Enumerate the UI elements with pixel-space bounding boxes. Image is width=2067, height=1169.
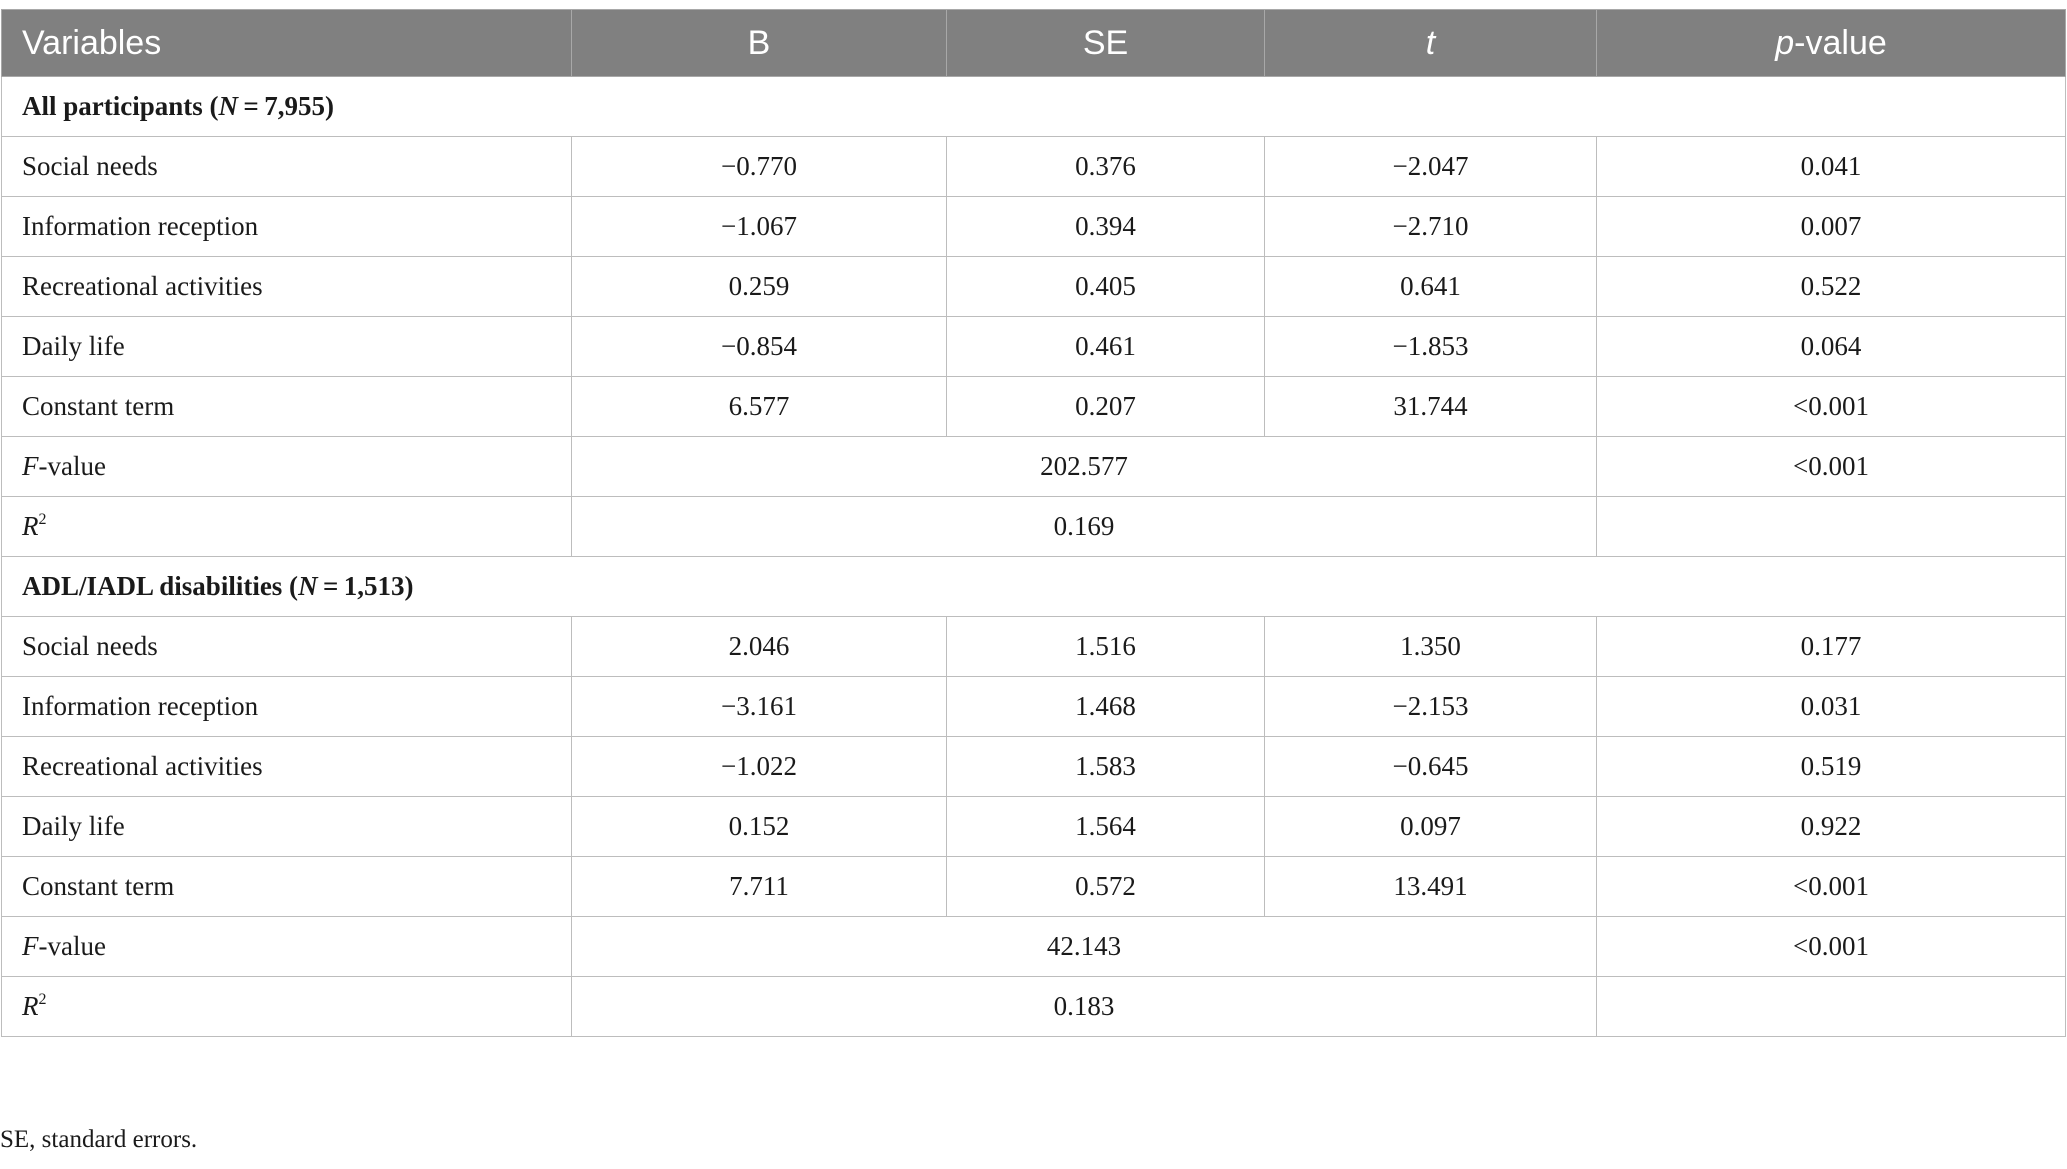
cell-p: 0.041 [1597,137,2066,197]
table-row [2,197,2066,257]
regression-table [1,9,2066,1037]
cell-b: −3.161 [572,677,947,737]
cell-p: 0.519 [1597,737,2066,797]
group-title-text: ADL/IADL disabilities ( [22,571,299,601]
cell-t: −2.047 [1265,137,1597,197]
r-squared-p [1597,497,2066,557]
table-row [2,737,2066,797]
r-squared-label [2,497,572,557]
cell-t: −2.153 [1265,677,1597,737]
r-squared-row [2,977,2066,1037]
group-title-count: = 7,955) [238,91,334,121]
r-letter: R [22,991,39,1021]
f-value-row [2,917,2066,977]
cell-p: 0.922 [1597,797,2066,857]
cell-p: 0.177 [1597,617,2066,677]
group-title [2,77,2066,137]
group-title-n: N [298,571,318,601]
row-label: Social needs [2,617,572,677]
row-label: Recreational activities [2,257,572,317]
f-value: 42.143 [572,917,1597,977]
cell-p: <0.001 [1597,857,2066,917]
header-p-italic: p [1775,23,1795,62]
row-label: Daily life [2,317,572,377]
f-value-label [2,437,572,497]
header-variables: Variables [2,10,572,77]
cell-se: 0.394 [947,197,1265,257]
table-row [2,617,2066,677]
table-row [2,857,2066,917]
r-squared-label [2,977,572,1037]
row-label: Information reception [2,197,572,257]
cell-se: 1.564 [947,797,1265,857]
r-superscript: 2 [38,511,47,528]
cell-p: 0.007 [1597,197,2066,257]
cell-p: 0.031 [1597,677,2066,737]
f-letter: F [22,931,39,961]
cell-t: 1.350 [1265,617,1597,677]
r-squared-p [1597,977,2066,1037]
cell-b: −0.854 [572,317,947,377]
header-t [1265,10,1597,77]
cell-se: 1.583 [947,737,1265,797]
cell-b: 6.577 [572,377,947,437]
cell-se: 0.405 [947,257,1265,317]
cell-t: 31.744 [1265,377,1597,437]
cell-t: −0.645 [1265,737,1597,797]
f-p-value: <0.001 [1597,917,2066,977]
r-squared-value: 0.183 [572,977,1597,1037]
row-label: Daily life [2,797,572,857]
row-label: Constant term [2,857,572,917]
cell-b: −1.067 [572,197,947,257]
cell-b: 7.711 [572,857,947,917]
cell-se: 0.572 [947,857,1265,917]
group-title-text: All participants ( [22,91,219,121]
cell-se: 1.516 [947,617,1265,677]
cell-t: −2.710 [1265,197,1597,257]
cell-b: 0.259 [572,257,947,317]
group-header-row [2,77,2066,137]
r-squared-row [2,497,2066,557]
f-value: 202.577 [572,437,1597,497]
cell-se: 1.468 [947,677,1265,737]
header-p-rest: -value [1794,23,1887,62]
cell-p: 0.522 [1597,257,2066,317]
f-p-value: <0.001 [1597,437,2066,497]
table-row [2,797,2066,857]
f-suffix: -value [38,931,106,961]
group-title-n: N [218,91,239,121]
table-row [2,317,2066,377]
f-letter: F [22,451,39,481]
table-row [2,677,2066,737]
cell-se: 0.461 [947,317,1265,377]
r-letter: R [22,511,39,541]
cell-se: 0.376 [947,137,1265,197]
header-row [2,10,2066,77]
f-suffix: -value [38,451,106,481]
table-footnote: SE, standard errors. [0,1126,198,1153]
header-t-label: t [1425,23,1436,62]
header-p-value [1597,10,2066,77]
group-title-count: = 1,513) [317,571,414,601]
group-title [2,557,2066,617]
cell-p: 0.064 [1597,317,2066,377]
cell-b: 2.046 [572,617,947,677]
group-header-row [2,557,2066,617]
cell-se: 0.207 [947,377,1265,437]
cell-p: <0.001 [1597,377,2066,437]
cell-b: −1.022 [572,737,947,797]
cell-t: 13.491 [1265,857,1597,917]
cell-b: −0.770 [572,137,947,197]
cell-t: 0.097 [1265,797,1597,857]
cell-b: 0.152 [572,797,947,857]
row-label: Recreational activities [2,737,572,797]
r-squared-value: 0.169 [572,497,1597,557]
header-b: B [572,10,947,77]
r-superscript: 2 [38,991,47,1008]
table-row [2,377,2066,437]
f-value-row [2,437,2066,497]
row-label: Information reception [2,677,572,737]
f-value-label [2,917,572,977]
table-row [2,257,2066,317]
cell-t: −1.853 [1265,317,1597,377]
row-label: Social needs [2,137,572,197]
header-se: SE [947,10,1265,77]
cell-t: 0.641 [1265,257,1597,317]
row-label: Constant term [2,377,572,437]
table-row [2,137,2066,197]
